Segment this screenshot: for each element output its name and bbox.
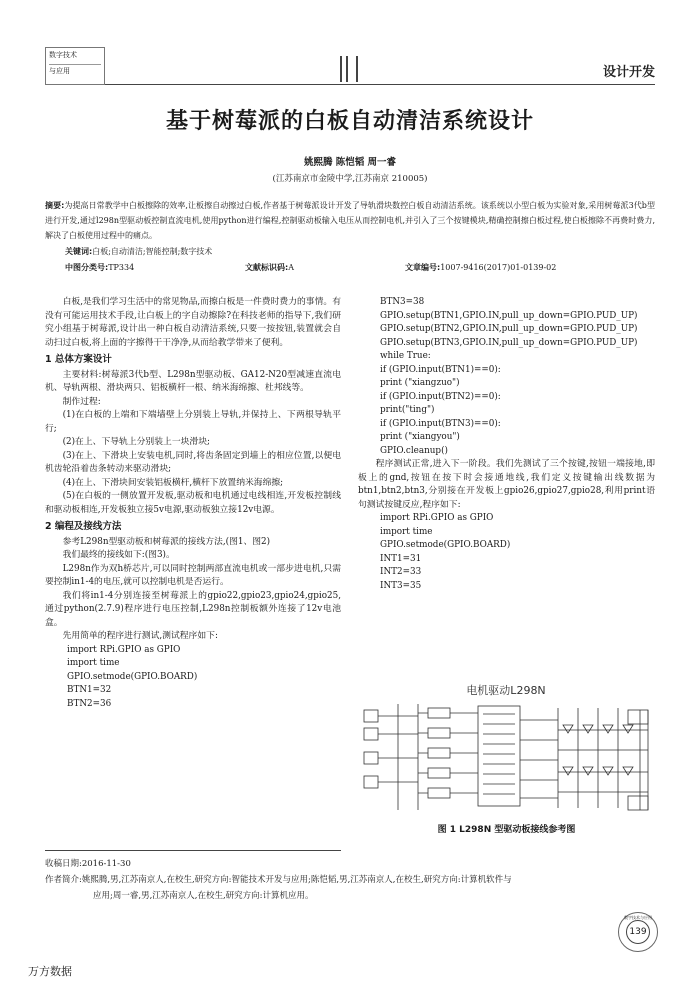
watermark: 万方数据 (28, 965, 72, 978)
code-line: GPIO.setup(BTN2,GPIO.IN,pull_up_down=GPIO.PUD_UP) (380, 324, 638, 334)
code-line: GPIO.setup(BTN1,GPIO.IN,pull_up_down=GPIO.PUD_UP) (380, 310, 638, 321)
code-line: import time (67, 658, 120, 668)
figure-label: 电机驱动L298N (466, 684, 546, 697)
author-introduction (45, 872, 655, 904)
paragraph-l298n: L298n作为双h桥芯片,可以同时控制两部直流电机或一部步进电机,只需要控制in1-4的电压,就可以控制电机是否运行。 (45, 563, 341, 587)
abstract-label: 摘要: (45, 201, 65, 210)
clc-number: 中图分类号:TP334 (65, 263, 135, 272)
code-line: print ("xiangzuo") (380, 378, 460, 388)
author-intro-line2: 应用;周一睿,男,江苏南京人,在校生,研究方向:计算机应用。 (93, 891, 314, 901)
badge-text: 数字技术与应用 (624, 915, 652, 920)
paragraph-final-wiring: 我们最终的接线如下:(图3)。 (62, 550, 175, 560)
schematic-drawing (358, 680, 655, 820)
footnote-rule (45, 850, 341, 851)
keywords-text: 白板;自动清洁;智能控制;数字技术 (92, 247, 213, 256)
received-date: 收稿日期:2016-11-30 (45, 859, 131, 869)
code-line: INT2=33 (380, 567, 422, 577)
code-line: if (GPIO.input(BTN1)==0): (380, 364, 501, 375)
article-title: 基于树莓派的白板自动清洁系统设计 (165, 108, 534, 134)
article-authors: 姚熙腾 陈恺韬 周一睿 (303, 157, 397, 168)
code-line: BTN3=38 (380, 297, 425, 307)
code-line: import RPi.GPIO as GPIO (380, 513, 494, 523)
article-affiliation: (江苏南京市金陵中学,江苏南京 210005) (272, 174, 428, 184)
article-number: 文章编号:1007-9416(2017)01-0139-02 (405, 263, 557, 272)
paragraph-test-intro: 先用简单的程序进行测试,测试程序如下: (62, 631, 218, 641)
code-line: import RPi.GPIO as GPIO (67, 644, 181, 655)
step-1: (1)在白板的上端和下端墙壁上分别装上导轨,并保持上、下两根导轨平行; (45, 410, 341, 434)
step-5: (5)在白板的一侧放置开发板,驱动板和电机通过电线相连,开发板控制线和驱动板相连,开发板独立接5v电源,驱动板独立接12v电源。 (45, 491, 341, 515)
code-line: GPIO.setup(BTN3,GPIO.IN,pull_up_down=GPIO.PUD_UP) (380, 337, 638, 348)
step-4: (4)在上、下滑块间安装铝板横杆,横杆下放置纳米海绵擦; (62, 477, 284, 488)
code-line: import time (380, 526, 433, 537)
paragraph-gpio: 我们将in1-4分别连接至树莓派上的gpio22,gpio23,gpio24,gpio25,通过python(2.7.9)程序进行电压控制,L298n控制板额外连接了12v电池盒。 (45, 590, 341, 628)
document-code: 文献标识码:A (245, 263, 294, 272)
code-line: if (GPIO.input(BTN3)==0): (380, 418, 501, 429)
section-tag: 设计开发 (602, 65, 655, 80)
intro-paragraph: 白板,是我们学习生活中的常见物品,而擦白板是一件费时费力的事情。有没有可能运用技术手段,让白板上的字自动擦除?在科技老师的指导下,我们研究小组基于树莓派,设计出一种白板自动清洁系统,只要一按按钮,装置就会自动扫过白板,将上面的字擦得干干净净,从而给教学带来了便利。 (45, 297, 341, 348)
keywords (65, 245, 212, 258)
figure-l298n-schematic (358, 680, 655, 820)
journal-logo (45, 47, 105, 85)
logo-line2: 与应用 (49, 67, 70, 75)
page-number-badge (618, 912, 658, 952)
logo-line1: 数字技术 (49, 51, 77, 59)
author-intro-line1: 作者简介:姚熙腾,男,江苏南京人,在校生,研究方向:智能技术开发与应用;陈恺韬,男,江苏南京人,在校生,研究方向:计算机软件与 (45, 875, 512, 885)
abstract-text: 为提高日常教学中白板擦除的效率,让板擦自动擦过白板,作者基于树莓派设计开发了导轨滑块数控白板自动清洁系统。该系统以小型白板为实验对象,采用树莓派3代b型进行开发,通过l298n型驱动板控制直流电机,使用python进行编程,控制驱动板输入电压从而控制电机,并引入了三个按键模块,精确控制擦白板过程,使白板擦除不再费时费力,解决了白板使用过程中的痛点。 (45, 201, 655, 240)
code-line: print ("xiangyou") (380, 432, 460, 442)
page-number: 139 (626, 920, 650, 944)
paragraph-button-test: 程序测试正常,进入下一阶段。我们先测试了三个按键,按钮一端接地,即板上的gnd,按钮在按下时会接通地线,我们定义按键输出线数据为btn1,btn2,btn3,分别接在开发板上gpio26,gpio27,gpio28,利用print语句测试按键反应,程序如下: (358, 459, 655, 510)
header-bars-decoration (340, 56, 380, 82)
code-line: while True: (380, 351, 431, 361)
code-line: GPIO.cleanup() (380, 445, 448, 456)
code-line: BTN2=36 (67, 698, 112, 709)
right-column (358, 296, 655, 593)
code-line: GPIO.setmode(GPIO.BOARD) (67, 671, 198, 682)
step-2: (2)在上、下导轨上分别装上一块滑块; (62, 437, 210, 447)
code-line: if (GPIO.input(BTN2)==0): (380, 391, 501, 402)
paragraph-wiring-ref: 参考L298n型驱动板和树莓派的接线方法,(图1、图2) (62, 536, 271, 547)
figure-caption: 图 1 L298N 型驱动板接线参考图 (437, 825, 576, 835)
header-rule (105, 84, 655, 85)
section-heading-2: 2 编程及接线方法 (45, 521, 122, 532)
process-label: 制作过程: (62, 396, 101, 407)
section-heading-1: 1 总体方案设计 (45, 354, 112, 365)
code-line: INT3=35 (380, 580, 422, 591)
code-line: INT1=31 (380, 553, 422, 564)
step-3: (3)在上、下滑块上安装电机,同时,将齿条固定到墙上的相应位置,以便电机齿轮沿着齿条转动来驱动滑块; (45, 450, 341, 474)
keywords-label: 关键词: (65, 247, 93, 256)
abstract (45, 198, 655, 243)
code-line: print("ting") (380, 405, 435, 415)
materials-paragraph: 主要材料:树莓派3代b型、L298n型驱动板、GA12-N20型减速直流电机、导轨两根、滑块两只、铝板横杆一根、纳米海绵擦、杜邦线等。 (45, 369, 341, 393)
code-line: GPIO.setmode(GPIO.BOARD) (380, 540, 511, 550)
code-line: BTN1=32 (67, 685, 112, 695)
left-column (45, 296, 341, 711)
